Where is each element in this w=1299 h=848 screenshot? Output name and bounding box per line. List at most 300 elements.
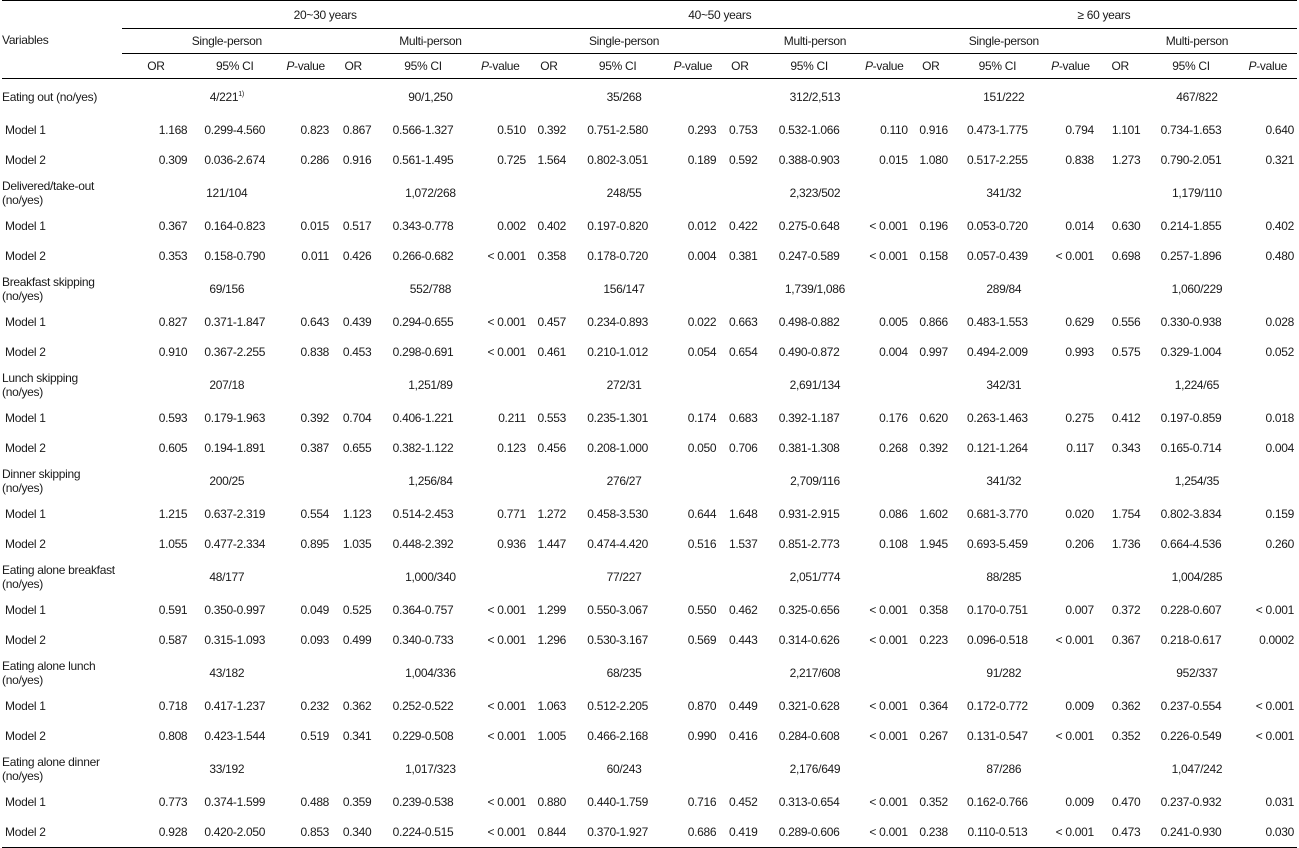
- ci-cell: 0.172-0.772: [967, 699, 1028, 713]
- p-value-cell: 0.086: [879, 507, 908, 521]
- odds-ratio-cell: 0.352: [919, 795, 948, 809]
- ci-cell: 0.370-1.927: [569, 817, 666, 848]
- model-label: Model 2: [5, 537, 46, 551]
- ci-cell: 0.448-2.392: [392, 537, 454, 551]
- count-ratio-value: 2,709/116: [790, 474, 840, 488]
- ci-cell: 0.325-0.656: [778, 603, 840, 617]
- count-ratio-value: 91/282: [986, 666, 1022, 680]
- variable-row: [2, 367, 1297, 403]
- p-value-cell: 0.725: [497, 153, 526, 167]
- ci-cell: 0.229-0.508: [392, 729, 454, 743]
- odds-ratio-cell: 0.359: [342, 795, 372, 809]
- count-ratio-value: 2,176/649: [789, 762, 841, 776]
- odds-ratio-cell: 0.419: [719, 817, 760, 848]
- ci-cell: 0.490-0.872: [778, 345, 840, 359]
- ci-cell: 0.162-0.766: [967, 795, 1028, 809]
- p-suffix: -value: [1058, 59, 1090, 73]
- count-ratio-value: 2,691/134: [789, 378, 841, 392]
- p-value-cell: 0.554: [300, 507, 330, 521]
- p-value-cell: < 0.001: [1055, 729, 1094, 743]
- p-value-cell: < 0.001: [487, 729, 526, 743]
- ci-cell: 0.224-0.515: [374, 817, 471, 848]
- p-value-cell: 0.644: [687, 507, 717, 521]
- odds-ratio-cell: 0.422: [728, 219, 758, 233]
- variable-label: Breakfast skipping (no/yes): [2, 275, 95, 303]
- p-value-cell: 0.643: [300, 315, 330, 329]
- odds-ratio-cell: 0.352: [1111, 729, 1141, 743]
- count-ratio-value: 60/243: [606, 762, 642, 776]
- count-ratio-value: 156/147: [603, 282, 645, 296]
- variable-row: [2, 463, 1297, 499]
- table-body: [2, 79, 1297, 848]
- odds-ratio-cell: 0.452: [728, 795, 758, 809]
- count-ratio: [332, 559, 529, 595]
- p-value-cell: 0.771: [497, 507, 526, 521]
- p-value-cell: 0.550: [687, 603, 717, 617]
- count-ratio: [529, 559, 719, 595]
- odds-ratio-cell: 0.238: [911, 817, 951, 848]
- odds-ratio-cell: 1.273: [1111, 153, 1141, 167]
- model-row: [2, 595, 1297, 625]
- ci-cell: 0.164-0.823: [204, 219, 266, 233]
- odds-ratio-cell: 1.945: [919, 537, 948, 551]
- count-ratio-value: 1,072/268: [405, 186, 456, 200]
- ci-cell: 0.802-3.051: [587, 153, 649, 167]
- variable-row: [2, 559, 1297, 595]
- ci-cell: 0.473-1.775: [967, 123, 1028, 137]
- p-value-cell: 0.268: [879, 441, 908, 455]
- odds-ratio-cell: 1.123: [342, 507, 372, 521]
- p-value-cell: 0.0002: [1259, 633, 1294, 647]
- odds-ratio-cell: 0.773: [158, 795, 188, 809]
- model-row: [2, 307, 1297, 337]
- odds-ratio-cell: 0.698: [1111, 249, 1141, 263]
- odds-ratio-cell: 0.343: [1111, 441, 1141, 455]
- ci-cell: 0.266-0.682: [392, 249, 454, 263]
- odds-ratio-cell: 0.880: [537, 795, 567, 809]
- ci-cell: 0.382-1.122: [392, 441, 454, 455]
- count-ratio-value: 151/222: [983, 90, 1025, 104]
- ci-cell: 0.371-1.847: [204, 315, 266, 329]
- ci-cell: 0.096-0.518: [967, 633, 1028, 647]
- odds-ratio-cell: 0.267: [919, 729, 948, 743]
- odds-ratio-cell: 0.402: [537, 219, 567, 233]
- ci-cell: 0.681-3.770: [967, 507, 1028, 521]
- odds-ratio-cell: 1.168: [158, 123, 188, 137]
- ci-cell: 0.734-1.653: [1160, 123, 1222, 137]
- model-row: [2, 529, 1297, 559]
- ci-cell: 0.561-1.495: [392, 153, 454, 167]
- count-ratio: [911, 655, 1097, 691]
- p-value-cell: 0.005: [879, 315, 908, 329]
- model-label: Model 2: [5, 633, 46, 647]
- odds-ratio-cell: 0.358: [537, 249, 567, 263]
- p-value-cell: 0.823: [300, 123, 330, 137]
- ci-cell: 0.275-0.648: [778, 219, 840, 233]
- p-value-cell: 0.387: [300, 441, 330, 455]
- p-value-cell: 0.049: [300, 603, 330, 617]
- p-value-cell: 0.030: [1239, 817, 1297, 848]
- count-ratio: [332, 655, 529, 691]
- ci-cell: 0.851-2.773: [778, 537, 840, 551]
- count-ratio-value: 33/192: [209, 762, 245, 776]
- odds-ratio-cell: 0.462: [728, 603, 758, 617]
- count-ratio-value: 48/177: [209, 570, 245, 584]
- col-header-p-value: [1044, 54, 1097, 79]
- col-header-or: OR: [332, 54, 374, 79]
- odds-ratio-cell: 0.620: [919, 411, 948, 425]
- p-value-cell: 0.569: [687, 633, 717, 647]
- column-header-row: [2, 54, 1297, 79]
- p-value-cell: 0.117: [1066, 441, 1094, 455]
- odds-ratio-cell: 0.592: [728, 153, 758, 167]
- count-ratio: [332, 463, 529, 499]
- ci-cell: 0.637-2.319: [204, 507, 266, 521]
- p-letter: P: [1248, 59, 1257, 73]
- odds-ratio-cell: 0.457: [537, 315, 567, 329]
- p-value-cell: 0.895: [300, 537, 330, 551]
- odds-ratio-cell: 0.655: [342, 441, 372, 455]
- odds-ratio-cell: 0.718: [158, 699, 188, 713]
- count-ratio: [529, 655, 719, 691]
- odds-ratio-cell: 1.602: [919, 507, 948, 521]
- odds-ratio-cell: 0.456: [537, 441, 567, 455]
- ci-cell: 0.036-2.674: [204, 153, 266, 167]
- p-value-cell: < 0.001: [1044, 817, 1097, 848]
- variable-label: Dinner skipping (no/yes): [2, 467, 81, 495]
- count-ratio-value: 1,256/84: [408, 474, 453, 488]
- p-value-cell: 0.480: [1265, 249, 1294, 263]
- odds-ratio-cell: 0.449: [728, 699, 758, 713]
- ci-cell: 0.329-1.004: [1160, 345, 1222, 359]
- p-value-cell: < 0.001: [869, 795, 908, 809]
- model-label: Model 2: [5, 345, 46, 359]
- ci-cell: 0.208-1.000: [587, 441, 649, 455]
- count-ratio: [122, 271, 333, 307]
- count-ratio-value: 69/156: [209, 282, 245, 296]
- p-letter: P: [673, 59, 682, 73]
- p-value-cell: 0.054: [687, 345, 717, 359]
- count-ratio-value: 276/27: [606, 474, 642, 488]
- odds-ratio-cell: 0.362: [1111, 699, 1141, 713]
- household-header-row: [2, 29, 1297, 54]
- model-row: [2, 787, 1297, 817]
- odds-ratio-cell: 0.443: [728, 633, 758, 647]
- odds-ratio-cell: 0.654: [728, 345, 758, 359]
- model-row: [2, 433, 1297, 463]
- p-value-cell: 0.488: [300, 795, 330, 809]
- count-ratio-value: 68/235: [606, 666, 642, 680]
- p-value-cell: < 0.001: [487, 249, 526, 263]
- results-table: [2, 0, 1297, 848]
- p-value-cell: 0.870: [687, 699, 717, 713]
- ci-cell: 0.197-0.820: [587, 219, 649, 233]
- p-value-cell: 0.321: [1265, 153, 1294, 167]
- ci-cell: 0.257-1.896: [1160, 249, 1222, 263]
- count-ratio: [1097, 655, 1297, 691]
- ci-cell: 0.420-2.050: [190, 817, 279, 848]
- count-ratio: [911, 751, 1097, 787]
- p-value-cell: 0.014: [1065, 219, 1094, 233]
- col-header-p-value: [472, 54, 529, 79]
- count-ratio: [529, 79, 719, 116]
- ci-cell: 0.314-0.626: [778, 633, 840, 647]
- footnote-marker: 1): [238, 91, 244, 98]
- ci-cell: 0.392-1.187: [778, 411, 840, 425]
- p-value-cell: 0.110: [880, 123, 908, 137]
- ci-cell: 0.315-1.093: [204, 633, 266, 647]
- p-suffix: -value: [488, 59, 520, 73]
- ci-cell: 0.053-0.720: [967, 219, 1028, 233]
- count-ratio: [529, 463, 719, 499]
- model-row: [2, 721, 1297, 751]
- p-value-cell: < 0.001: [869, 249, 908, 263]
- count-ratio: [332, 175, 529, 211]
- p-suffix: -value: [1256, 59, 1288, 73]
- p-value-cell: 0.189: [687, 153, 717, 167]
- model-label: Model 1: [5, 507, 46, 521]
- variable-row: [2, 271, 1297, 307]
- count-ratio-value: 341/32: [986, 474, 1022, 488]
- ci-cell: 0.466-2.168: [587, 729, 649, 743]
- ci-cell: 0.494-2.009: [967, 345, 1028, 359]
- ci-cell: 0.218-0.617: [1160, 633, 1222, 647]
- col-header-ci: 95% CI: [760, 54, 857, 79]
- p-value-cell: 0.260: [1265, 537, 1294, 551]
- odds-ratio-cell: 1.055: [158, 537, 188, 551]
- p-value-cell: < 0.001: [869, 729, 908, 743]
- odds-ratio-cell: 0.997: [919, 345, 948, 359]
- odds-ratio-cell: 0.392: [537, 123, 567, 137]
- p-value-cell: 0.640: [1265, 123, 1294, 137]
- count-ratio: [719, 463, 910, 499]
- odds-ratio-cell: 0.844: [529, 817, 569, 848]
- odds-ratio-cell: 0.358: [919, 603, 948, 617]
- p-value-cell: 0.108: [879, 537, 908, 551]
- odds-ratio-cell: 1.215: [158, 507, 188, 521]
- model-row: [2, 241, 1297, 271]
- ci-cell: 0.790-2.051: [1160, 153, 1222, 167]
- count-ratio: [1097, 559, 1297, 595]
- ci-cell: 0.477-2.334: [204, 537, 266, 551]
- p-value-cell: < 0.001: [869, 603, 908, 617]
- count-ratio-value: 1,004/336: [405, 666, 456, 680]
- model-row: [2, 115, 1297, 145]
- count-ratio: [332, 271, 529, 307]
- p-value-cell: 0.392: [300, 411, 330, 425]
- p-letter: P: [864, 59, 873, 73]
- p-value-cell: 0.018: [1265, 411, 1294, 425]
- p-value-cell: 0.794: [1065, 123, 1094, 137]
- count-ratio: [719, 79, 910, 116]
- count-ratio: [1097, 463, 1297, 499]
- col-header-p-value: [279, 54, 332, 79]
- count-ratio: [332, 367, 529, 403]
- count-ratio: [122, 751, 333, 787]
- count-ratio: [122, 559, 333, 595]
- odds-ratio-cell: 0.367: [158, 219, 188, 233]
- header-multi-person: Multi-person: [719, 29, 910, 54]
- p-suffix: -value: [294, 59, 325, 73]
- odds-ratio-cell: 1.754: [1111, 507, 1141, 521]
- p-value-cell: < 0.001: [869, 699, 908, 713]
- model-label: Model 1: [5, 603, 46, 617]
- count-ratio-value: 35/268: [606, 90, 642, 104]
- p-value-cell: 0.015: [879, 153, 908, 167]
- p-value-cell: < 0.001: [487, 345, 526, 359]
- ci-cell: 0.751-2.580: [587, 123, 649, 137]
- model-label: Model 1: [5, 411, 46, 425]
- col-header-p-value: [666, 54, 719, 79]
- count-ratio: [719, 271, 910, 307]
- ci-cell: 0.158-0.790: [204, 249, 266, 263]
- p-value-cell: 0.293: [687, 123, 717, 137]
- ci-cell: 0.664-4.536: [1160, 537, 1222, 551]
- count-ratio: [122, 79, 333, 116]
- odds-ratio-cell: 0.591: [158, 603, 188, 617]
- col-header-or: OR: [1097, 54, 1144, 79]
- odds-ratio-cell: 0.453: [342, 345, 372, 359]
- count-ratio: [911, 271, 1097, 307]
- odds-ratio-cell: 1.736: [1111, 537, 1141, 551]
- count-ratio: [122, 655, 333, 691]
- ci-cell: 0.458-3.530: [587, 507, 649, 521]
- ci-cell: 0.178-0.720: [587, 249, 649, 263]
- p-value-cell: 0.232: [300, 699, 330, 713]
- ci-cell: 0.802-3.834: [1160, 507, 1222, 521]
- p-value-cell: 0.176: [879, 411, 908, 425]
- odds-ratio-cell: 0.392: [919, 441, 948, 455]
- ci-cell: 0.194-1.891: [204, 441, 266, 455]
- odds-ratio-cell: 0.575: [1111, 345, 1141, 359]
- count-ratio: [911, 79, 1097, 116]
- col-header-or: OR: [911, 54, 951, 79]
- p-value-cell: 0.838: [1065, 153, 1094, 167]
- ci-cell: 0.228-0.607: [1160, 603, 1222, 617]
- count-ratio: [719, 175, 910, 211]
- model-label: Model 2: [2, 817, 122, 848]
- variable-row: [2, 79, 1297, 116]
- model-label: Model 2: [5, 249, 46, 263]
- p-value-cell: < 0.001: [487, 633, 526, 647]
- p-value-cell: 0.159: [1265, 507, 1294, 521]
- p-value-cell: 0.007: [1065, 603, 1094, 617]
- p-value-cell: < 0.001: [1255, 699, 1294, 713]
- odds-ratio-cell: 0.473: [1097, 817, 1144, 848]
- header-multi-person: Multi-person: [1097, 29, 1297, 54]
- count-ratio-value: 4/221: [209, 90, 239, 104]
- p-suffix: -value: [872, 59, 904, 73]
- count-ratio: [122, 175, 333, 211]
- count-ratio-value: 1,179/110: [1172, 186, 1222, 200]
- count-ratio-value: 467/822: [1176, 90, 1218, 104]
- ci-cell: 0.343-0.778: [392, 219, 454, 233]
- variable-label: Eating alone lunch (no/yes): [2, 659, 96, 687]
- count-ratio-value: 342/31: [986, 378, 1022, 392]
- ci-cell: 0.234-0.893: [587, 315, 649, 329]
- ci-cell: 0.179-1.963: [204, 411, 266, 425]
- count-ratio-value: 952/337: [1176, 666, 1218, 680]
- count-ratio-value: 1,017/323: [405, 762, 456, 776]
- odds-ratio-cell: 0.362: [342, 699, 372, 713]
- ci-cell: 0.532-1.066: [778, 123, 840, 137]
- model-row: [2, 337, 1297, 367]
- count-ratio-value: 207/18: [209, 378, 245, 392]
- p-value-cell: 0.031: [1265, 795, 1294, 809]
- odds-ratio-cell: 0.525: [342, 603, 372, 617]
- odds-ratio-cell: 0.928: [122, 817, 191, 848]
- variable-row: [2, 655, 1297, 691]
- odds-ratio-cell: 0.416: [728, 729, 758, 743]
- odds-ratio-cell: 0.499: [342, 633, 372, 647]
- p-value-cell: < 0.001: [1255, 729, 1294, 743]
- col-header-ci: 95% CI: [1143, 54, 1238, 79]
- ci-cell: 0.330-0.938: [1160, 315, 1222, 329]
- header-age-40-50: 40~50 years: [529, 1, 911, 29]
- odds-ratio-cell: 1.005: [537, 729, 567, 743]
- p-value-cell: 0.002: [497, 219, 526, 233]
- count-ratio-value: 1,000/340: [405, 570, 456, 584]
- header-multi-person: Multi-person: [332, 29, 529, 54]
- variable-row: [2, 751, 1297, 787]
- ci-cell: 0.693-5.459: [967, 537, 1028, 551]
- ci-cell: 0.374-1.599: [204, 795, 266, 809]
- p-value-cell: < 0.001: [487, 699, 526, 713]
- p-value-cell: 0.174: [687, 411, 717, 425]
- ci-cell: 0.165-0.714: [1160, 441, 1222, 455]
- count-ratio: [1097, 367, 1297, 403]
- ci-cell: 0.550-3.067: [587, 603, 649, 617]
- p-value-cell: < 0.001: [472, 817, 529, 848]
- ci-cell: 0.237-0.932: [1160, 795, 1222, 809]
- model-row: [2, 211, 1297, 241]
- odds-ratio-cell: 0.367: [1111, 633, 1141, 647]
- p-value-cell: 0.052: [1265, 345, 1294, 359]
- count-ratio: [529, 367, 719, 403]
- ci-cell: 0.170-0.751: [967, 603, 1028, 617]
- p-suffix: -value: [681, 59, 713, 73]
- odds-ratio-cell: 1.063: [537, 699, 567, 713]
- p-value-cell: 0.004: [687, 249, 717, 263]
- model-row: [2, 625, 1297, 655]
- odds-ratio-cell: 0.867: [342, 123, 372, 137]
- count-ratio: [122, 463, 333, 499]
- p-value-cell: 0.510: [497, 123, 526, 137]
- header-single-person: Single-person: [529, 29, 719, 54]
- p-value-cell: 0.402: [1265, 219, 1294, 233]
- p-value-cell: 0.516: [687, 537, 717, 551]
- odds-ratio-cell: 0.753: [728, 123, 758, 137]
- ci-cell: 0.514-2.453: [392, 507, 454, 521]
- p-value-cell: 0.519: [300, 729, 330, 743]
- count-ratio-value: 2,051/774: [789, 570, 841, 584]
- odds-ratio-cell: 1.537: [728, 537, 758, 551]
- variable-label: Eating out (no/yes): [2, 90, 98, 104]
- p-value-cell: 0.716: [687, 795, 717, 809]
- ci-cell: 0.381-1.308: [778, 441, 840, 455]
- p-value-cell: 0.936: [497, 537, 526, 551]
- header-variables: Variables: [2, 1, 122, 79]
- ci-cell: 0.252-0.522: [392, 699, 454, 713]
- col-header-or: OR: [122, 54, 191, 79]
- count-ratio: [719, 655, 910, 691]
- ci-cell: 0.226-0.549: [1160, 729, 1222, 743]
- count-ratio: [529, 271, 719, 307]
- p-value-cell: < 0.001: [487, 315, 526, 329]
- ci-cell: 0.214-1.855: [1160, 219, 1222, 233]
- ci-cell: 0.417-1.237: [204, 699, 266, 713]
- odds-ratio-cell: 1.447: [537, 537, 567, 551]
